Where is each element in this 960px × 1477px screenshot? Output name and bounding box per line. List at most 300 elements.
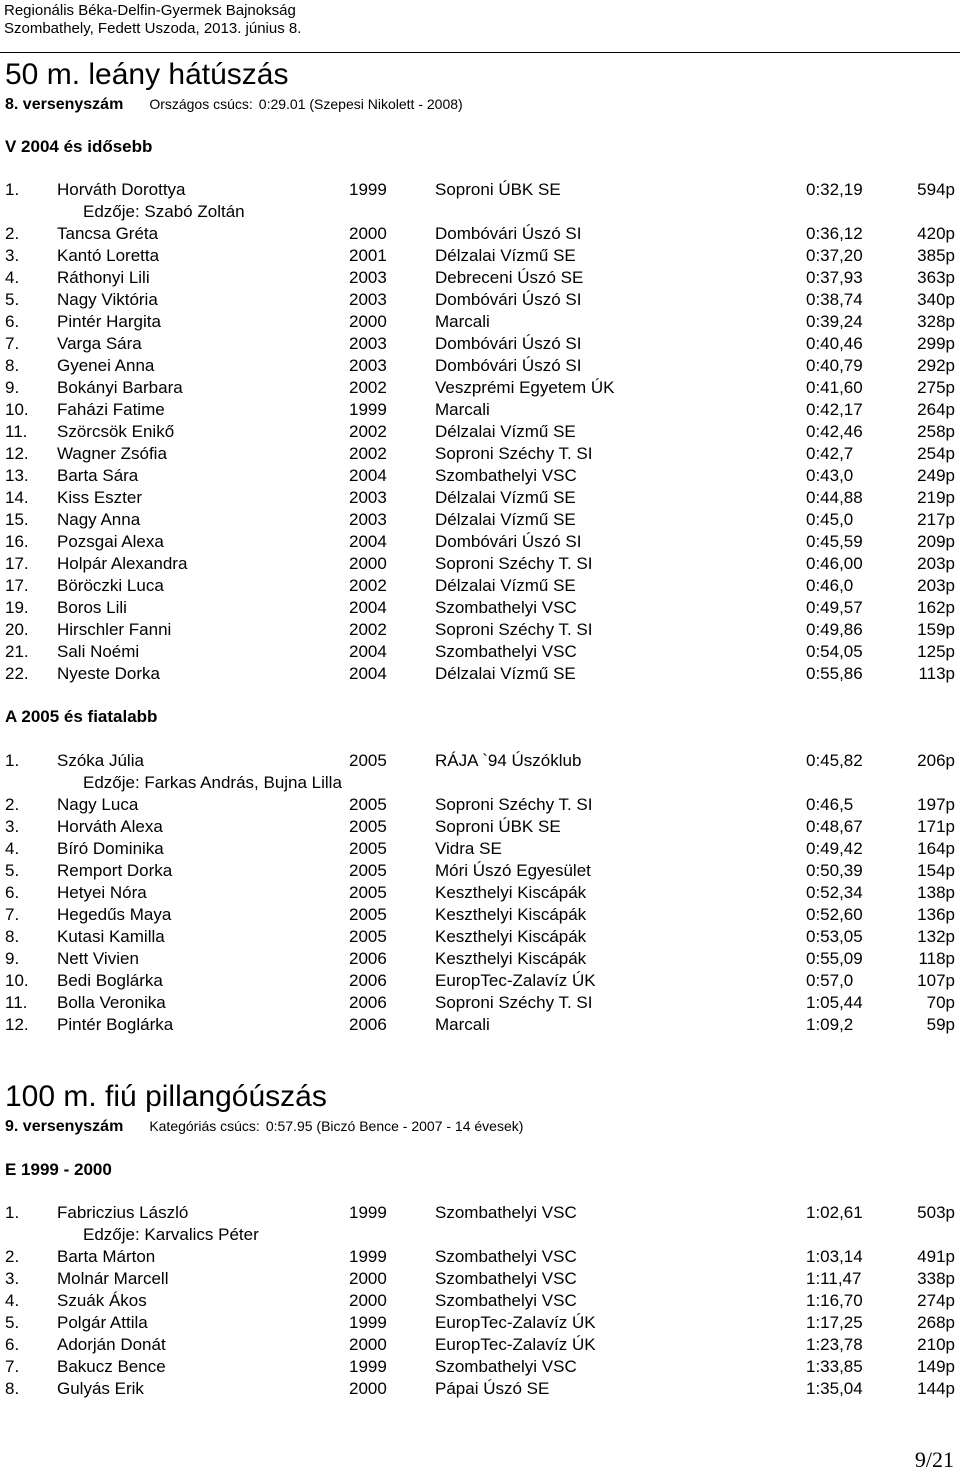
points-cell: 125p [917, 642, 955, 661]
birth-year: 1999 [349, 1313, 387, 1332]
result-row [0, 289, 960, 311]
points-cell: 249p [917, 466, 955, 485]
result-row [0, 1202, 960, 1224]
age-category-label: A 2005 és fiatalabb [5, 707, 158, 726]
rank-cell: 4. [5, 268, 20, 287]
rank-cell: 1. [5, 751, 20, 770]
rank-cell: 3. [5, 246, 20, 265]
points-cell: 363p [917, 268, 955, 287]
result-row [0, 948, 960, 970]
result-time: 1:05,44 [806, 993, 863, 1012]
points-cell: 164p [917, 839, 955, 858]
swimmer-name: Horváth Dorottya [57, 180, 186, 199]
rank-cell: 19. [5, 598, 29, 617]
points-cell: 136p [917, 905, 955, 924]
points-cell: 210p [917, 1335, 955, 1354]
club-name: Szombathelyi VSC [435, 598, 577, 617]
swimmer-name: Polgár Attila [57, 1313, 148, 1332]
result-time: 0:55,09 [806, 949, 863, 968]
club-name: Vidra SE [435, 839, 502, 858]
points-cell: 385p [917, 246, 955, 265]
rank-cell: 2. [5, 795, 20, 814]
result-time: 0:37,93 [806, 268, 863, 287]
result-time: 0:52,60 [806, 905, 863, 924]
club-name: Délzalai Vízmű SE [435, 576, 576, 595]
result-row [0, 487, 960, 509]
club-name: Pápai Úszó SE [435, 1379, 550, 1398]
result-row [0, 267, 960, 289]
rank-cell: 3. [5, 817, 20, 836]
points-cell: 338p [917, 1269, 955, 1288]
birth-year: 1999 [349, 400, 387, 419]
result-row [0, 816, 960, 838]
result-row [0, 377, 960, 399]
swimmer-name: Varga Sára [57, 334, 142, 353]
record-label: Országos csúcs: [149, 96, 253, 112]
result-row [0, 750, 960, 772]
swimmer-name: Pintér Hargita [57, 312, 161, 331]
club-name: Móri Úszó Egyesület [435, 861, 591, 880]
rank-cell: 2. [5, 1247, 20, 1266]
document-header [4, 2, 301, 38]
points-cell: 219p [917, 488, 955, 507]
rank-cell: 2. [5, 224, 20, 243]
club-name: Szombathelyi VSC [435, 1203, 577, 1222]
birth-year: 2000 [349, 1269, 387, 1288]
points-cell: 420p [917, 224, 955, 243]
points-cell: 594p [917, 180, 955, 199]
points-cell: 149p [917, 1357, 955, 1376]
points-cell: 118p [918, 949, 955, 968]
result-time: 1:16,70 [806, 1291, 863, 1310]
rank-cell: 5. [5, 861, 20, 880]
result-row [0, 926, 960, 948]
birth-year: 2002 [349, 378, 387, 397]
rank-cell: 8. [5, 927, 20, 946]
swimmer-name: Gyenei Anna [57, 356, 155, 375]
rank-cell: 6. [5, 1335, 20, 1354]
swimmer-name: Tancsa Gréta [57, 224, 159, 243]
result-time: 0:46,00 [806, 554, 863, 573]
swimmer-name: Szóka Júlia [57, 751, 144, 770]
result-row [0, 641, 960, 663]
result-time: 0:43,0 [806, 466, 854, 485]
birth-year: 2005 [349, 839, 387, 858]
result-row [0, 860, 960, 882]
swimmer-name: Boros Lili [57, 598, 127, 617]
points-cell: 138p [917, 883, 955, 902]
points-cell: 70p [926, 993, 955, 1012]
birth-year: 2006 [349, 1015, 387, 1034]
swimmer-name: Holpár Alexandra [57, 554, 188, 573]
club-name: Délzalai Vízmű SE [435, 510, 576, 529]
club-name: Marcali [435, 1015, 490, 1034]
result-row [0, 179, 960, 201]
club-name: EuropTec-Zalavíz ÚK [435, 1335, 596, 1354]
birth-year: 1999 [349, 180, 387, 199]
swimmer-name: Ráthonyi Lili [57, 268, 150, 287]
event-title: 50 m. leány hátúszás [5, 58, 289, 91]
club-name: Dombóvári Úszó SI [435, 532, 582, 551]
points-cell: 268p [917, 1313, 955, 1332]
club-name: Szombathelyi VSC [435, 642, 577, 661]
club-name: Dombóvári Úszó SI [435, 224, 582, 243]
swimmer-name: Gulyás Erik [57, 1379, 144, 1398]
club-name: Délzalai Vízmű SE [435, 422, 576, 441]
rank-cell: 9. [5, 378, 20, 397]
result-row [0, 333, 960, 355]
result-row [0, 794, 960, 816]
birth-year: 2004 [349, 642, 387, 661]
birth-year: 2005 [349, 817, 387, 836]
birth-year: 2006 [349, 971, 387, 990]
points-cell: 144p [917, 1379, 955, 1398]
age-category-label: V 2004 és idősebb [5, 137, 153, 156]
club-name: Szombathelyi VSC [435, 1269, 577, 1288]
club-name: Délzalai Vízmű SE [435, 664, 576, 683]
swimmer-name: Nett Vivien [57, 949, 139, 968]
club-name: Szombathelyi VSC [435, 466, 577, 485]
points-cell: 254p [917, 444, 955, 463]
result-time: 0:42,7 [806, 444, 854, 463]
birth-year: 2003 [349, 356, 387, 375]
result-time: 0:49,57 [806, 598, 863, 617]
swimmer-name: Molnár Marcell [57, 1269, 169, 1288]
rank-cell: 22. [5, 664, 29, 683]
result-time: 0:42,17 [806, 400, 863, 419]
points-cell: 292p [917, 356, 955, 375]
club-name: Szombathelyi VSC [435, 1247, 577, 1266]
result-time: 1:11,47 [806, 1269, 862, 1288]
birth-year: 2002 [349, 422, 387, 441]
result-row [0, 355, 960, 377]
points-cell: 258p [917, 422, 955, 441]
record-value: 0:57.95 (Biczó Bence - 2007 - 14 évesek) [265, 1118, 524, 1134]
result-time: 0:45,59 [806, 532, 863, 551]
rank-cell: 14. [5, 488, 29, 507]
swimmer-name: Adorján Donát [57, 1335, 166, 1354]
result-time: 1:23,78 [806, 1335, 863, 1354]
birth-year: 2002 [349, 576, 387, 595]
rank-cell: 8. [5, 1379, 20, 1398]
age-category-label: E 1999 - 2000 [5, 1160, 112, 1179]
points-cell: 132p [917, 927, 955, 946]
birth-year: 2002 [349, 620, 387, 639]
birth-year: 2005 [349, 883, 387, 902]
event-number: 9. versenyszám [5, 1118, 124, 1135]
points-cell: 340p [917, 290, 955, 309]
club-name: Dombóvári Úszó SI [435, 334, 582, 353]
swimmer-name: Wagner Zsófia [57, 444, 167, 463]
record-value: 0:29.01 (Szepesi Nikolett - 2008) [258, 96, 463, 112]
result-time: 0:40,79 [806, 356, 863, 375]
rank-cell: 10. [5, 400, 29, 419]
result-row [0, 1378, 960, 1400]
rank-cell: 12. [5, 1015, 29, 1034]
club-name: RÁJA `94 Úszóklub [435, 751, 582, 770]
result-time: 0:45,82 [806, 751, 863, 770]
points-cell: 154p [917, 861, 955, 880]
result-time: 0:32,19 [806, 180, 863, 199]
birth-year: 1999 [349, 1357, 387, 1376]
result-row [0, 619, 960, 641]
swimmer-name: Pozsgai Alexa [57, 532, 164, 551]
result-time: 1:33,85 [806, 1357, 863, 1376]
result-row [0, 575, 960, 597]
club-name: Szombathelyi VSC [435, 1291, 577, 1310]
rank-cell: 1. [5, 180, 20, 199]
result-time: 0:44,88 [806, 488, 863, 507]
swimmer-name: Kutasi Kamilla [57, 927, 165, 946]
points-cell: 171p [917, 817, 955, 836]
birth-year: 2004 [349, 532, 387, 551]
result-row [0, 970, 960, 992]
swimmer-name: Kiss Eszter [57, 488, 143, 507]
result-time: 0:37,20 [806, 246, 863, 265]
club-name: Keszthelyi Kiscápák [435, 883, 587, 902]
result-time: 1:35,04 [806, 1379, 863, 1398]
swimmer-name: Böröczki Luca [57, 576, 164, 595]
points-cell: 491p [917, 1247, 955, 1266]
points-cell: 206p [917, 751, 955, 770]
event-subtitle [5, 94, 463, 115]
result-row [0, 223, 960, 245]
swimmer-name: Horváth Alexa [57, 817, 163, 836]
birth-year: 2000 [349, 224, 387, 243]
club-name: Keszthelyi Kiscápák [435, 927, 587, 946]
swimmer-name: Remport Dorka [57, 861, 173, 880]
result-row [0, 421, 960, 443]
points-cell: 162p [917, 598, 955, 617]
event-subtitle [5, 1116, 523, 1137]
rank-cell: 4. [5, 839, 20, 858]
swimmer-name: Szörcsök Enikő [57, 422, 175, 441]
club-name: Szombathelyi VSC [435, 1357, 577, 1376]
birth-year: 2005 [349, 927, 387, 946]
swimmer-name: Nagy Luca [57, 795, 139, 814]
swimmer-name: Kantó Loretta [57, 246, 160, 265]
points-cell: 217p [917, 510, 955, 529]
swimmer-name: Bakucz Bence [57, 1357, 166, 1376]
birth-year: 2003 [349, 334, 387, 353]
result-time: 0:55,86 [806, 664, 863, 683]
result-time: 0:38,74 [806, 290, 863, 309]
page-number: 9/21 [914, 1447, 954, 1472]
rank-cell: 6. [5, 312, 20, 331]
birth-year: 2005 [349, 861, 387, 880]
result-time: 0:50,39 [806, 861, 863, 880]
birth-year: 2004 [349, 466, 387, 485]
coach-line: Edzője: Karvalics Péter [83, 1225, 259, 1244]
coach-line: Edzője: Szabó Zoltán [83, 202, 245, 221]
rank-cell: 10. [5, 971, 29, 990]
rank-cell: 20. [5, 620, 29, 639]
championship-title: Regionális Béka-Delfin-Gyermek Bajnokság [4, 2, 296, 19]
points-cell: 113p [918, 664, 955, 683]
birth-year: 2000 [349, 1335, 387, 1354]
swimmer-name: Bedi Boglárka [57, 971, 163, 990]
points-cell: 299p [917, 334, 955, 353]
swimmer-name: Faházi Fatime [57, 400, 165, 419]
club-name: Délzalai Vízmű SE [435, 246, 576, 265]
rank-cell: 12. [5, 444, 29, 463]
result-row [0, 882, 960, 904]
result-time: 0:40,46 [806, 334, 863, 353]
rank-cell: 5. [5, 290, 20, 309]
result-time: 0:39,24 [806, 312, 863, 331]
swimmer-name: Barta Sára [57, 466, 139, 485]
swimmer-name: Nyeste Dorka [57, 664, 160, 683]
rank-cell: 17. [5, 576, 29, 595]
result-time: 1:03,14 [806, 1247, 863, 1266]
result-row [0, 992, 960, 1014]
points-cell: 197p [917, 795, 955, 814]
birth-year: 2003 [349, 290, 387, 309]
coach-line: Edzője: Farkas András, Bujna Lilla [83, 773, 342, 792]
points-cell: 264p [917, 400, 955, 419]
result-time: 0:45,0 [806, 510, 854, 529]
birth-year: 2006 [349, 993, 387, 1012]
swimmer-name: Bolla Veronika [57, 993, 166, 1012]
result-time: 1:02,61 [806, 1203, 863, 1222]
club-name: Marcali [435, 400, 490, 419]
result-row [0, 1268, 960, 1290]
rank-cell: 3. [5, 1269, 20, 1288]
birth-year: 2002 [349, 444, 387, 463]
points-cell: 203p [917, 554, 955, 573]
club-name: Soproni ÚBK SE [435, 180, 561, 199]
club-name: Dombóvári Úszó SI [435, 290, 582, 309]
rank-cell: 6. [5, 883, 20, 902]
result-row [0, 663, 960, 685]
club-name: EuropTec-Zalavíz ÚK [435, 971, 596, 990]
record-label: Kategóriás csúcs: [149, 1118, 260, 1134]
swimmer-name: Hetyei Nóra [57, 883, 147, 902]
swimmer-name: Barta Márton [57, 1247, 156, 1266]
rank-cell: 21. [5, 642, 29, 661]
swimmer-name: Nagy Viktória [57, 290, 158, 309]
event-title: 100 m. fiú pillangóúszás [5, 1080, 327, 1113]
swimmer-name: Bíró Dominika [57, 839, 164, 858]
club-name: Keszthelyi Kiscápák [435, 949, 587, 968]
club-name: Veszprémi Egyetem ÚK [435, 378, 615, 397]
rank-cell: 15. [5, 510, 29, 529]
club-name: Soproni Széchy T. SI [435, 554, 593, 573]
result-time: 1:09,2 [806, 1015, 854, 1034]
birth-year: 2000 [349, 1379, 387, 1398]
event-number: 8. versenyszám [5, 96, 124, 113]
result-time: 0:41,60 [806, 378, 863, 397]
birth-year: 2003 [349, 510, 387, 529]
result-time: 1:17,25 [806, 1313, 863, 1332]
birth-year: 2005 [349, 795, 387, 814]
result-time: 0:53,05 [806, 927, 863, 946]
result-row [0, 399, 960, 421]
birth-year: 2005 [349, 751, 387, 770]
swimmer-name: Szuák Ákos [57, 1291, 147, 1310]
birth-year: 2000 [349, 1291, 387, 1310]
result-row [0, 1014, 960, 1036]
rank-cell: 7. [5, 1357, 20, 1376]
result-time: 0:42,46 [806, 422, 863, 441]
result-row [0, 465, 960, 487]
points-cell: 275p [917, 378, 955, 397]
points-cell: 59p [926, 1015, 955, 1034]
points-cell: 159p [917, 620, 955, 639]
birth-year: 1999 [349, 1203, 387, 1222]
venue-date: Szombathely, Fedett Uszoda, 2013. június 8. [4, 20, 302, 37]
birth-year: 2000 [349, 554, 387, 573]
points-cell: 274p [917, 1291, 955, 1310]
birth-year: 2003 [349, 268, 387, 287]
rank-cell: 4. [5, 1291, 20, 1310]
result-row [0, 838, 960, 860]
club-name: Keszthelyi Kiscápák [435, 905, 587, 924]
result-row [0, 553, 960, 575]
result-time: 0:52,34 [806, 883, 863, 902]
club-name: Soproni Széchy T. SI [435, 620, 593, 639]
rank-cell: 11. [5, 993, 28, 1012]
rank-cell: 13. [5, 466, 29, 485]
swimmer-name: Sali Noémi [57, 642, 140, 661]
rank-cell: 17. [5, 554, 29, 573]
club-name: EuropTec-Zalavíz ÚK [435, 1313, 596, 1332]
points-cell: 203p [917, 576, 955, 595]
result-time: 0:54,05 [806, 642, 863, 661]
points-cell: 503p [917, 1203, 955, 1222]
points-cell: 107p [917, 971, 955, 990]
rank-cell: 5. [5, 1313, 20, 1332]
birth-year: 2003 [349, 488, 387, 507]
result-row [0, 531, 960, 553]
points-cell: 209p [917, 532, 955, 551]
result-time: 0:49,86 [806, 620, 863, 639]
club-name: Debreceni Úszó SE [435, 268, 584, 287]
result-row [0, 443, 960, 465]
result-time: 0:49,42 [806, 839, 863, 858]
birth-year: 2001 [349, 246, 387, 265]
result-time: 0:57,0 [806, 971, 854, 990]
birth-year: 2006 [349, 949, 387, 968]
birth-year: 2005 [349, 905, 387, 924]
rank-cell: 11. [5, 422, 28, 441]
result-row [0, 1334, 960, 1356]
result-time: 0:36,12 [806, 224, 863, 243]
club-name: Soproni ÚBK SE [435, 817, 561, 836]
result-time: 0:48,67 [806, 817, 863, 836]
result-row [0, 1312, 960, 1334]
club-name: Soproni Széchy T. SI [435, 444, 593, 463]
result-row [0, 597, 960, 619]
club-name: Soproni Széchy T. SI [435, 993, 593, 1012]
rank-cell: 7. [5, 334, 20, 353]
swimmer-name: Bokányi Barbara [57, 378, 183, 397]
result-row [0, 1246, 960, 1268]
header-divider [0, 52, 960, 53]
club-name: Soproni Széchy T. SI [435, 795, 593, 814]
birth-year: 2004 [349, 598, 387, 617]
club-name: Délzalai Vízmű SE [435, 488, 576, 507]
result-row [0, 1356, 960, 1378]
result-row [0, 245, 960, 267]
swimmer-name: Hegedűs Maya [57, 905, 172, 924]
rank-cell: 16. [5, 532, 29, 551]
result-row [0, 904, 960, 926]
swimmer-name: Fabriczius László [57, 1203, 189, 1222]
swimmer-name: Hirschler Fanni [57, 620, 172, 639]
rank-cell: 1. [5, 1203, 20, 1222]
club-name: Marcali [435, 312, 490, 331]
